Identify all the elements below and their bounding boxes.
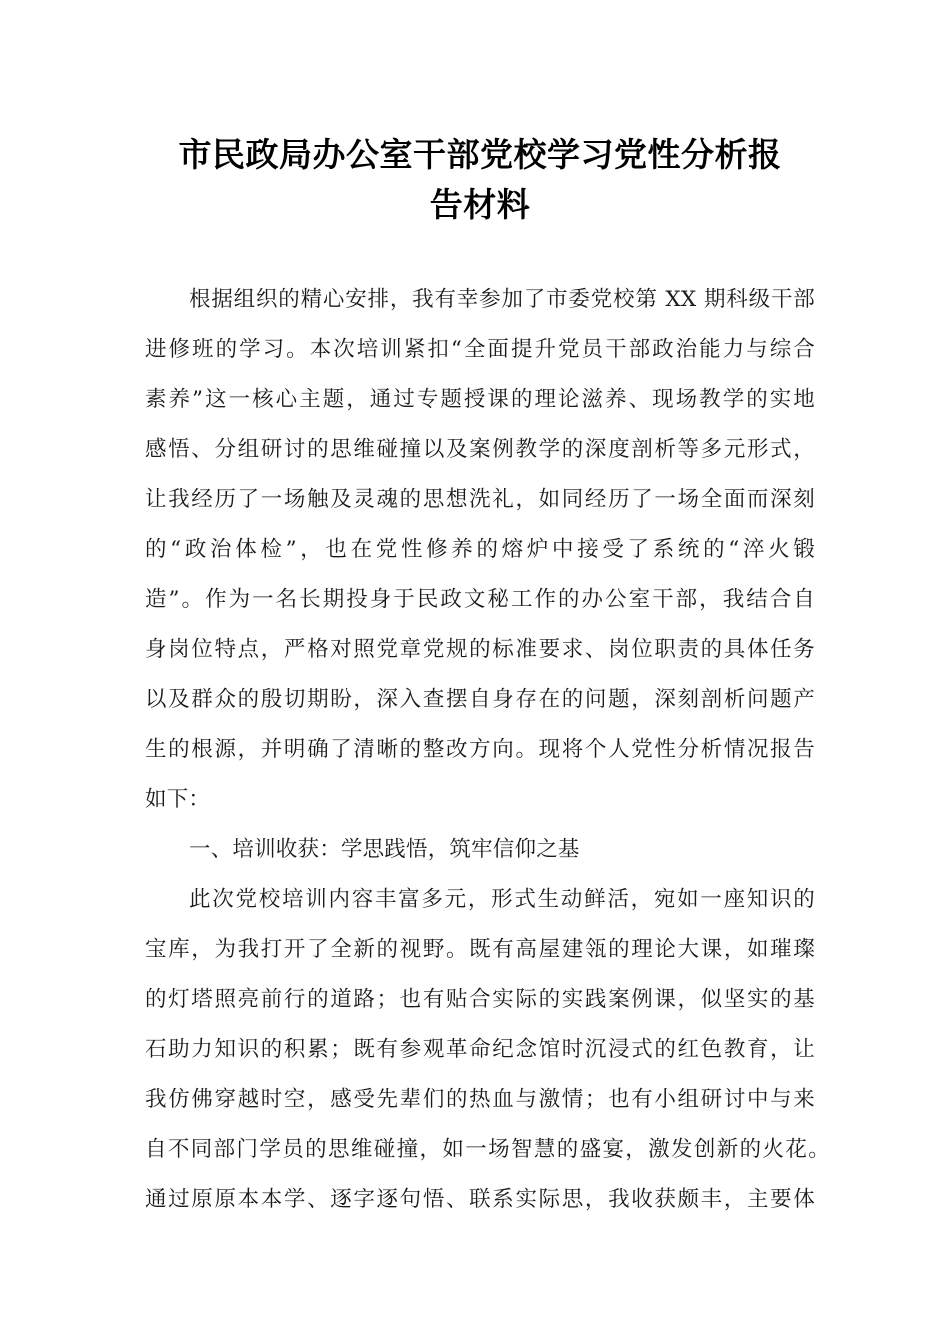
paragraph-1-line-6: 的“政治体检”，也在党性修养的熔炉中接受了系统的“淬火锻 (145, 537, 815, 562)
paragraph-1-line-11: 如下： (145, 787, 211, 812)
document-title-line-2: 告材料 (429, 185, 531, 224)
paragraph-1-line-9: 以及群众的殷切期盼，深入查摆自身存在的问题，深刻剖析问题产 (145, 687, 815, 712)
paragraph-1-line-4: 感悟、分组研讨的思维碰撞以及案例教学的深度剖析等多元形式， (145, 437, 815, 462)
paragraph-2-line-5: 我仿佛穿越时空，感受先辈们的热血与激情；也有小组研讨中与来 (145, 1087, 815, 1112)
paragraph-1-line-5: 让我经历了一场触及灵魂的思想洗礼，如同经历了一场全面而深刻 (145, 487, 815, 512)
paragraph-1-line-2: 进修班的学习。本次培训紧扣“全面提升党员干部政治能力与综合 (145, 337, 815, 362)
paragraph-2-line-4: 石助力知识的积累；既有参观革命纪念馆时沉浸式的红色教育，让 (145, 1037, 815, 1062)
paragraph-1-line-10: 生的根源，并明确了清晰的整改方向。现将个人党性分析情况报告 (145, 737, 815, 762)
paragraph-1-line-3: 素养”这一核心主题，通过专题授课的理论滋养、现场教学的实地 (145, 387, 815, 412)
paragraph-2-line-2: 宝库，为我打开了全新的视野。既有高屋建瓴的理论大课，如璀璨 (145, 937, 815, 962)
paragraph-2-line-3: 的灯塔照亮前行的道路；也有贴合实际的实践案例课，似坚实的基 (145, 987, 815, 1012)
section-heading-1: 一、培训收获：学思践悟，筑牢信仰之基 (189, 837, 580, 862)
paragraph-2-line-1: 此次党校培训内容丰富多元，形式生动鲜活，宛如一座知识的 (189, 887, 815, 912)
paragraph-1-line-1: 根据组织的精心安排，我有幸参加了市委党校第 XX 期科级干部 (189, 287, 815, 312)
document-title-line-1: 市民政局办公室干部党校学习党性分析报 (178, 135, 782, 174)
paragraph-1-line-7: 造”。作为一名长期投身于民政文秘工作的办公室干部，我结合自 (145, 587, 815, 612)
paragraph-1-line-8: 身岗位特点，严格对照党章党规的标准要求、岗位职责的具体任务 (145, 637, 815, 662)
paragraph-2-line-7: 通过原原本本学、逐字逐句悟、联系实际思，我收获颇丰，主要体 (145, 1187, 815, 1212)
paragraph-2-line-6: 自不同部门学员的思维碰撞，如一场智慧的盛宴，激发创新的火花。 (145, 1137, 830, 1162)
